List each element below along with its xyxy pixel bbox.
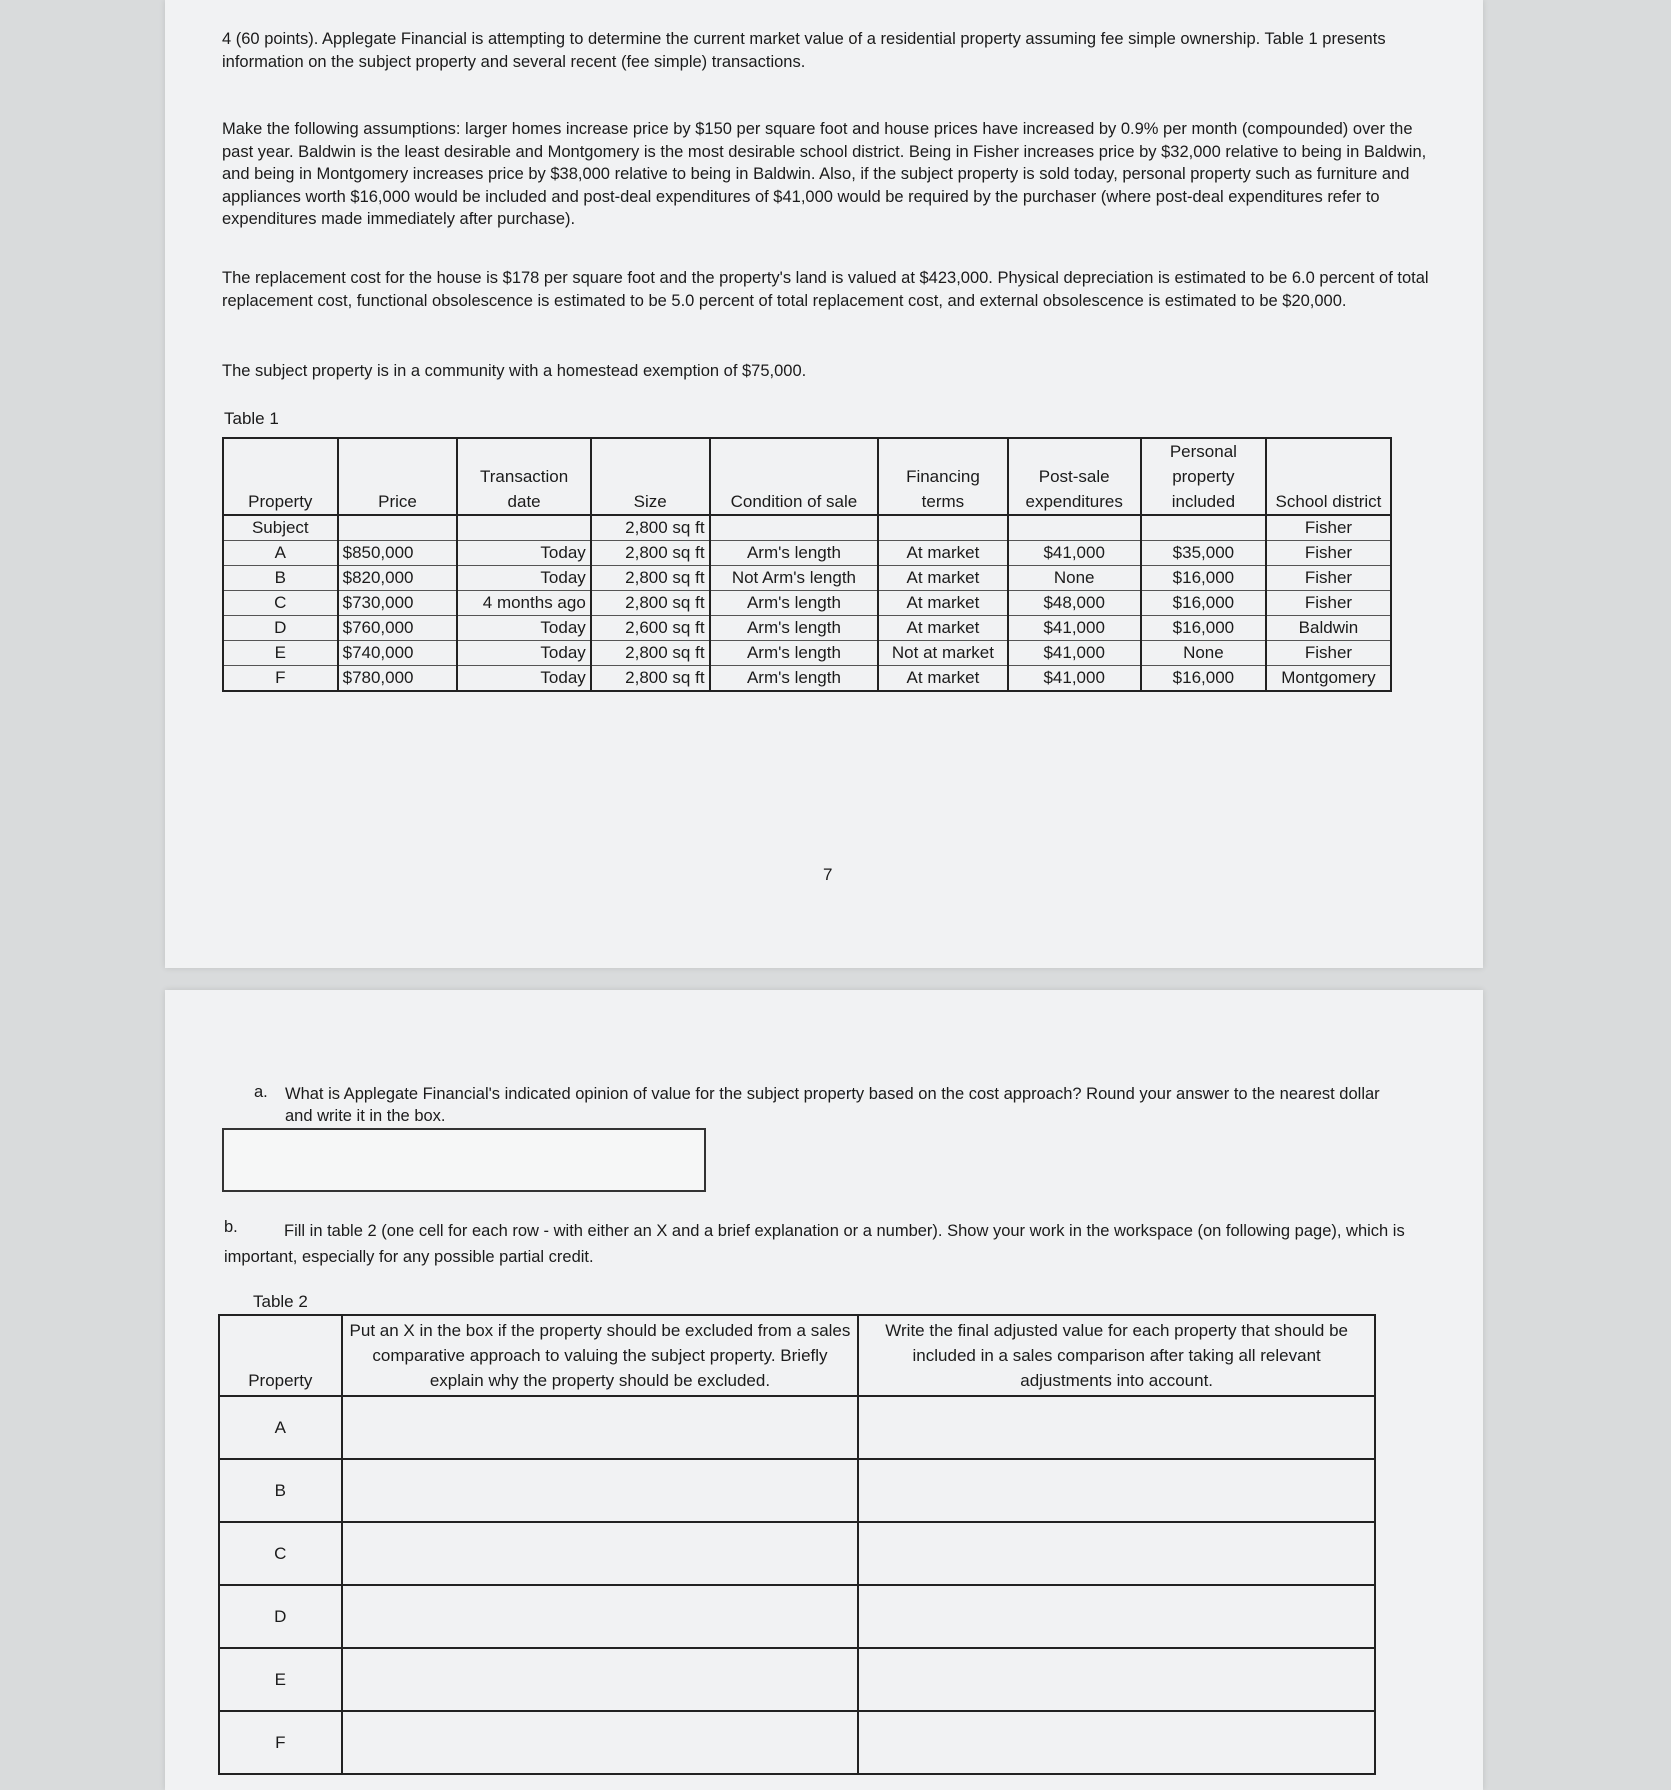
row-property-label: E: [219, 1648, 342, 1711]
row-property-label: F: [219, 1711, 342, 1774]
table-row: [223, 616, 1391, 641]
header-exclude: Put an X in the box if the property should be excluded from a sales comparative approach to valuing the subject property. Briefly explain why the property should be excluded.: [342, 1315, 859, 1396]
exclude-cell[interactable]: [342, 1585, 859, 1648]
cell-property: A: [223, 541, 338, 566]
cell-property: E: [223, 641, 338, 666]
part-b-label: b.: [224, 1218, 238, 1236]
cell-post-sale: $48,000: [1008, 591, 1141, 616]
cell-school: Fisher: [1266, 641, 1391, 666]
table-row: [219, 1648, 1375, 1711]
part-b-question: Fill in table 2 (one cell for each row - with either an X and a brief explanation or a number). Show your work in the workspace (on following page), which is important, especially for any possible partial credit.: [224, 1222, 1405, 1266]
cell-price: $820,000: [338, 566, 458, 591]
cell-personal: $16,000: [1141, 616, 1266, 641]
cell-condition: Not Arm's length: [710, 566, 879, 591]
cell-financing: Not at market: [878, 641, 1007, 666]
table-row: [223, 591, 1391, 616]
cell-personal: $16,000: [1141, 566, 1266, 591]
adjusted-value-cell[interactable]: [858, 1522, 1375, 1585]
adjusted-value-cell[interactable]: [858, 1711, 1375, 1774]
part-a-question: What is Applegate Financial's indicated opinion of value for the subject property based on the cost approach? Round your answer to the nearest dollar and write it in the box.: [285, 1085, 1380, 1125]
adjusted-value-cell[interactable]: [858, 1459, 1375, 1522]
cell-size: 2,800 sq ft: [591, 591, 710, 616]
cell-size: 2,800 sq ft: [591, 566, 710, 591]
cell-personal: $16,000: [1141, 591, 1266, 616]
cell-property: C: [223, 591, 338, 616]
cell-price: $730,000: [338, 591, 458, 616]
cell-date: Today: [457, 641, 590, 666]
cell-date: 4 months ago: [457, 591, 590, 616]
table-row: [223, 515, 1391, 541]
cell-school: Fisher: [1266, 515, 1391, 541]
cell-property: F: [223, 666, 338, 692]
adjusted-value-cell[interactable]: [858, 1396, 1375, 1459]
table1-header-row: [223, 438, 1391, 515]
cell-post-sale: [1008, 515, 1141, 541]
cell-price: $780,000: [338, 666, 458, 692]
cell-post-sale: $41,000: [1008, 641, 1141, 666]
adjusted-value-cell[interactable]: [858, 1648, 1375, 1711]
cell-personal: None: [1141, 641, 1266, 666]
table2-header-row: [219, 1315, 1375, 1396]
cell-size: 2,800 sq ft: [591, 641, 710, 666]
header-post-sale: Post-sale expenditures: [1008, 438, 1141, 515]
cell-school: Baldwin: [1266, 616, 1391, 641]
exclude-cell[interactable]: [342, 1522, 859, 1585]
row-property-label: B: [219, 1459, 342, 1522]
cell-price: $850,000: [338, 541, 458, 566]
table-row: [223, 566, 1391, 591]
row-property-label: A: [219, 1396, 342, 1459]
header-personal-property: Personal property included: [1141, 438, 1266, 515]
cell-condition: Arm's length: [710, 616, 879, 641]
row-property-label: D: [219, 1585, 342, 1648]
cell-financing: At market: [878, 541, 1007, 566]
header-financing: Financing terms: [878, 438, 1007, 515]
header-condition: Condition of sale: [710, 438, 879, 515]
table2-caption: Table 2: [253, 1292, 308, 1311]
homestead-paragraph: The subject property is in a community with a homestead exemption of $75,000.: [222, 362, 807, 380]
table-row: [223, 666, 1391, 692]
cell-date: Today: [457, 566, 590, 591]
cell-personal: $16,000: [1141, 666, 1266, 692]
table-row: [223, 541, 1391, 566]
cell-post-sale: $41,000: [1008, 666, 1141, 692]
cell-financing: [878, 515, 1007, 541]
header-size: Size: [591, 438, 710, 515]
cell-date: Today: [457, 666, 590, 692]
cell-post-sale: $41,000: [1008, 616, 1141, 641]
cell-date: Today: [457, 541, 590, 566]
table-row: [219, 1711, 1375, 1774]
exclude-cell[interactable]: [342, 1711, 859, 1774]
page-number: 7: [823, 865, 833, 884]
cell-personal: $35,000: [1141, 541, 1266, 566]
cell-financing: At market: [878, 566, 1007, 591]
header-school-district: School district: [1266, 438, 1391, 515]
exclude-cell[interactable]: [342, 1396, 859, 1459]
cell-school: Fisher: [1266, 591, 1391, 616]
cell-financing: At market: [878, 591, 1007, 616]
cell-school: Montgomery: [1266, 666, 1391, 692]
cell-condition: Arm's length: [710, 666, 879, 692]
cell-price: $740,000: [338, 641, 458, 666]
assumptions-paragraph: Make the following assumptions: larger homes increase price by $150 per square foot and house prices have increased by 0.9% per month (compounded) over the past year. Baldwin is the least desirable and Montgomery is the most desirable school district. Being in Fisher increases price by $32,000 relative to being in Baldwin, and being in Montgomery increases price by $38,000 relative to being in Baldwin. Also, if the subject property is sold today, personal property such as furniture and appliances worth $16,000 would be included and post-deal expenditures of $41,000 would be required by the purchaser (where post-deal expenditures refer to expenditures made immediately after purchase).: [222, 120, 1427, 228]
header-transaction-date: Transaction date: [457, 438, 590, 515]
cell-price: [338, 515, 458, 541]
header-property: Property: [223, 438, 338, 515]
cell-date: Today: [457, 616, 590, 641]
cell-property: Subject: [223, 515, 338, 541]
cell-size: 2,800 sq ft: [591, 515, 710, 541]
adjusted-value-cell[interactable]: [858, 1585, 1375, 1648]
table1: [222, 437, 1392, 692]
cell-size: 2,800 sq ft: [591, 541, 710, 566]
cell-condition: Arm's length: [710, 591, 879, 616]
cell-condition: [710, 515, 879, 541]
table-row: [219, 1459, 1375, 1522]
row-property-label: C: [219, 1522, 342, 1585]
header-price: Price: [338, 438, 458, 515]
cell-date: [457, 515, 590, 541]
cell-post-sale: None: [1008, 566, 1141, 591]
replacement-cost-paragraph: The replacement cost for the house is $178 per square foot and the property's land is valued at $423,000. Physical depreciation is estimated to be 6.0 percent of total replacement cost, functional obsolescence is estimated to be 5.0 percent of total replacement cost, and external obsolescence is estimated to be $20,000.: [222, 269, 1429, 310]
cell-condition: Arm's length: [710, 641, 879, 666]
table2: [218, 1314, 1376, 1775]
question-header: 4 (60 points). Applegate Financial is attempting to determine the current market value of a residential property assuming fee simple ownership. Table 1 presents information on the subject property and several recent (fee simple) transactions.: [222, 30, 1386, 71]
table-row: [219, 1585, 1375, 1648]
cell-size: 2,600 sq ft: [591, 616, 710, 641]
cell-property: B: [223, 566, 338, 591]
cell-financing: At market: [878, 616, 1007, 641]
part-a-label: a.: [254, 1083, 268, 1101]
cell-financing: At market: [878, 666, 1007, 692]
cell-personal: [1141, 515, 1266, 541]
cell-school: Fisher: [1266, 541, 1391, 566]
exclude-cell[interactable]: [342, 1648, 859, 1711]
table-row: [219, 1522, 1375, 1585]
table-row: [219, 1396, 1375, 1459]
exclude-cell[interactable]: [342, 1459, 859, 1522]
table-row: [223, 641, 1391, 666]
cell-price: $760,000: [338, 616, 458, 641]
cell-property: D: [223, 616, 338, 641]
table1-caption: Table 1: [224, 409, 279, 428]
cell-size: 2,800 sq ft: [591, 666, 710, 692]
cell-school: Fisher: [1266, 566, 1391, 591]
cell-post-sale: $41,000: [1008, 541, 1141, 566]
cell-condition: Arm's length: [710, 541, 879, 566]
header-adjusted-value: Write the final adjusted value for each property that should be included in a sales comparison after taking all relevant adjustments into account.: [858, 1315, 1375, 1396]
header-property: Property: [219, 1315, 342, 1396]
answer-box-part-a[interactable]: [222, 1128, 706, 1192]
